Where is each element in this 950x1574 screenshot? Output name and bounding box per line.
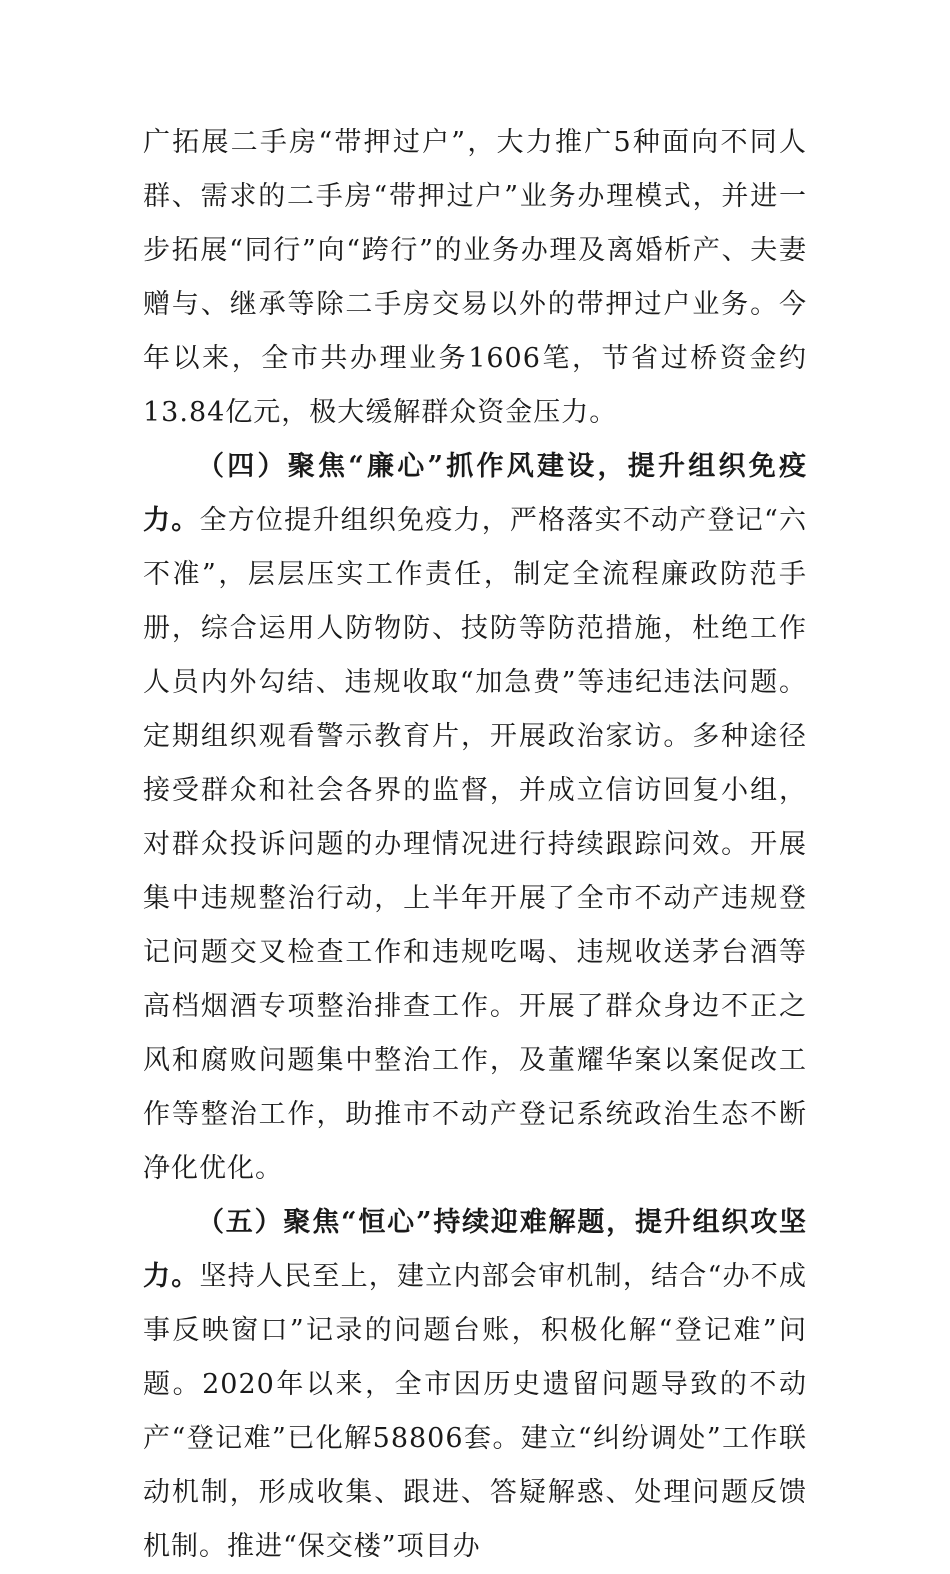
document-body [143,116,807,1574]
section-heading-5: （五）聚焦“恒心”持续迎难解题，提升组织攻坚力。 [143,1207,807,1292]
paragraph-text: 全方位提升组织免疫力，严格落实不动产登记“六不准”，层层压实工作责任，制定全流程廉政防范手册，综合运用人防物防、技防等防范措施，杜绝工作人员内外勾结、违规收取“加急费”等违纪违法问题。定期组织观看警示教育片，开展政治家访。多种途径接受群众和社会各界的监督，并成立信访回复小组，对群众投诉问题的办理情况进行持续跟踪问效。开展集中违规整治行动，上半年开展了全市不动产违规登记问题交叉检查工作和违规吃喝、违规收送茅台酒等高档烟酒专项整治排查工作。开展了群众身边不正之风和腐败问题集中整治工作，及董耀华案以案促改工作等整治工作，助推市不动产登记系统政治生态不断净化优化。 [143,505,807,1184]
paragraph-text: 坚持人民至上，建立内部会审机制，结合“办不成事反映窗口”记录的问题台账，积极化解“登记难”问题。2020年以来，全市因历史遗留问题导致的不动产“登记难”已化解58806套。建立“纠纷调处”工作联动机制，形成收集、跟进、答疑解惑、处理问题反馈机制。推进“保交楼”项目办 [143,1261,807,1562]
paragraph-continuation [143,116,807,440]
paragraph-section-4 [143,440,807,1196]
paragraph-section-5 [143,1196,807,1574]
paragraph-text: 广拓展二手房“带押过户”，大力推广5种面向不同人群、需求的二手房“带押过户”业务办理模式，并进一步拓展“同行”向“跨行”的业务办理及离婚析产、夫妻赠与、继承等除二手房交易以外的带押过户业务。今年以来，全市共办理业务1606笔，节省过桥资金约13.84亿元，极大缓解群众资金压力。 [143,127,807,428]
section-heading-4: （四）聚焦“廉心”抓作风建设，提升组织免疫力。 [143,451,807,536]
